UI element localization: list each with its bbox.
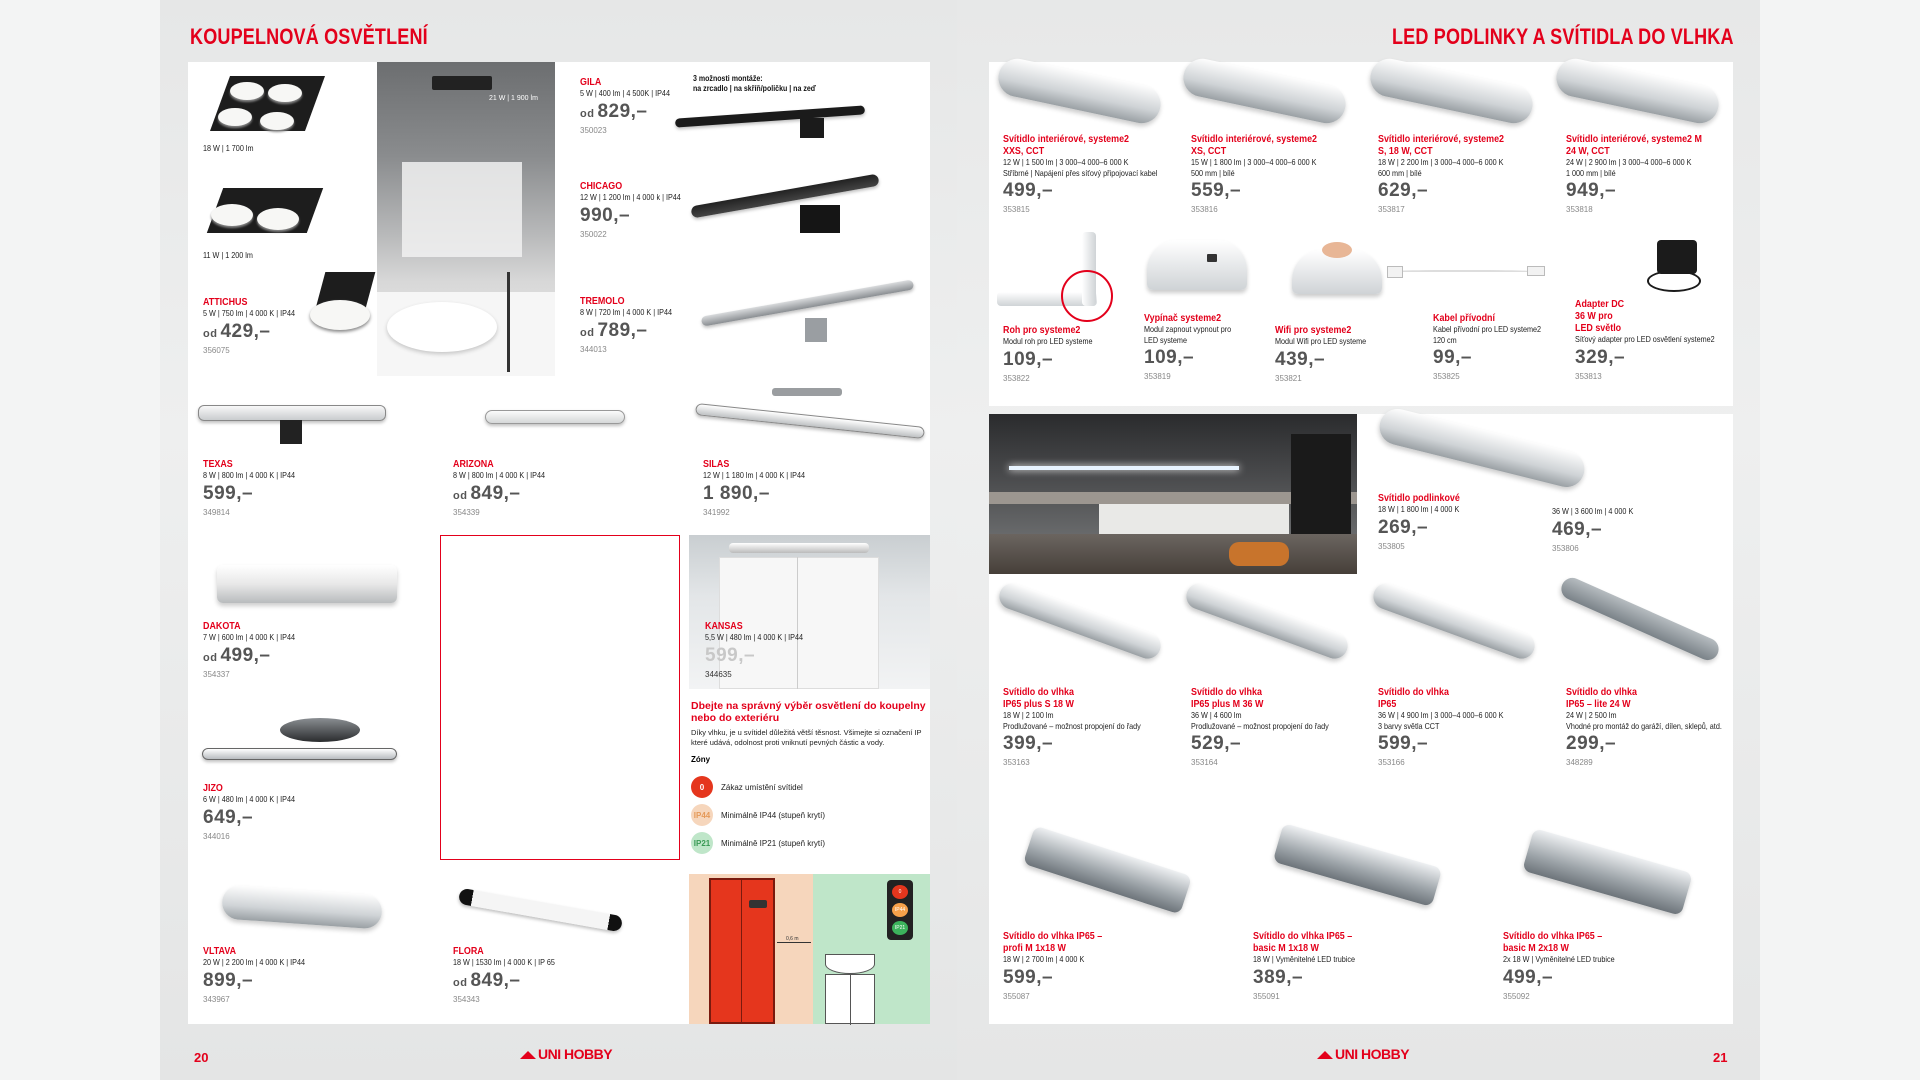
- product-price: 499,–: [1503, 966, 1554, 988]
- ceiling-lamp-4: [210, 70, 320, 140]
- product-spec: 2x 18 W | Vyměnitelné LED trubice: [1503, 954, 1615, 964]
- product-code: 353163: [1003, 758, 1030, 767]
- traffic-light-red: 0: [892, 885, 908, 899]
- zones-title: Zóny: [691, 755, 711, 764]
- product-spec: 5,5 W | 480 lm | 4 000 K | IP44: [705, 632, 804, 642]
- product-systeme-m: [1566, 133, 1726, 214]
- product-vltava: [203, 945, 323, 1004]
- zone-badge: IP44: [691, 804, 713, 826]
- product-price: 299,–: [1566, 733, 1617, 754]
- photo-label: 21 W | 1 900 lm: [489, 95, 538, 102]
- product-price: 389,–: [1253, 966, 1304, 988]
- product-name: VLTAVA: [203, 945, 237, 957]
- product-code: 344635: [705, 669, 732, 679]
- product-tremolo: [580, 295, 688, 354]
- product-jizo: [203, 782, 311, 841]
- zone-ip44: [691, 804, 825, 826]
- product-code: 353806: [1552, 543, 1579, 553]
- product-spec: Prodlužované – možnost propojení do řady: [1191, 720, 1329, 731]
- product-name: Svítidlo do vlhka IP65 plus M 36 W: [1191, 686, 1264, 710]
- product-chicago: [580, 180, 699, 239]
- product-spec: 1 000 mm | bílé: [1566, 167, 1616, 178]
- product-price: 849,–: [470, 482, 521, 504]
- product-price: 599,–: [1003, 966, 1054, 988]
- product-code: 341992: [703, 507, 730, 517]
- product-code: 353164: [1191, 758, 1218, 767]
- product-spec: 5 W | 400 lm | 4 500K | IP44: [580, 88, 670, 98]
- product-attichus: [203, 296, 311, 355]
- product-price: 629,–: [1378, 180, 1429, 201]
- product-vlhka-profi: [1003, 930, 1133, 1001]
- zone-badge: 0: [691, 776, 713, 798]
- product-vlhka-basic-2: [1503, 930, 1634, 1001]
- product-name: CHICAGO: [580, 180, 623, 192]
- product-code: 350023: [580, 125, 607, 135]
- zone-label: Minimálně IP21 (stupeň krytí): [721, 838, 826, 848]
- logo-roof-icon: [520, 1051, 536, 1059]
- product-spec: 3 barvy světla CCT: [1378, 720, 1440, 731]
- product-name: Svítidlo interiérové, systeme2 M 24 W, CCT: [1566, 133, 1702, 157]
- ip-info-heading: Dbejte na správný výběr osvětlení do koupelny nebo do exteriéru: [691, 700, 926, 724]
- arizona-lamp: [485, 410, 625, 424]
- product-spec: 36 W | 3 600 lm | 4 000 K: [1552, 506, 1634, 516]
- bathroom-photo: [377, 62, 555, 376]
- product-name: Svítidlo do vlhka IP65 – basic M 2x18 W: [1503, 930, 1603, 954]
- product-spec: 18 W | Vyměnitelné LED trubice: [1253, 954, 1356, 964]
- product-price: 559,–: [1191, 180, 1242, 201]
- dakota-lamp: [217, 565, 397, 603]
- product-code: 344013: [580, 344, 607, 354]
- product-spec: 8 W | 720 lm | 4 000 K | IP44: [580, 307, 672, 317]
- corner-module-image: [997, 232, 1107, 312]
- product-code: 343967: [203, 994, 230, 1004]
- product-name: Vypínač systeme2: [1144, 312, 1222, 324]
- product-price: 599,–: [203, 482, 254, 504]
- product-price: 109,–: [1003, 348, 1054, 370]
- product-code: 354337: [203, 669, 230, 679]
- product-code: 353805: [1378, 541, 1405, 551]
- product-arizona: [453, 458, 561, 517]
- product-spec: Modul roh pro LED systeme: [1003, 336, 1093, 346]
- product-code: 353821: [1275, 373, 1302, 383]
- product-name: Svítidlo do vlhka IP65 plus S 18 W: [1003, 686, 1074, 710]
- switch-module-image: [1147, 240, 1247, 290]
- left-page: [160, 0, 957, 1080]
- product-code: 355092: [1503, 991, 1530, 1001]
- ip-info-text: Díky vlhku, je u svítidel důležitá větší těsnost. Všimejte si označení IP které udává, odolnost proti vniknutí pevných částic a vody.: [691, 728, 922, 747]
- product-code: 355087: [1003, 991, 1030, 1001]
- product-spec: 18 W | 1 800 lm | 4 000 K: [1378, 504, 1460, 514]
- product-spec: 120 cm: [1433, 334, 1457, 345]
- product-code: 353813: [1575, 371, 1602, 381]
- product-spec: 12 W | 1 500 lm | 3 000–4 000–6 000 K: [1003, 157, 1129, 167]
- product-spec: 6 W | 480 lm | 4 000 K | IP44: [203, 794, 295, 804]
- product-kansas: [705, 620, 820, 679]
- price-prefix: od: [580, 326, 595, 339]
- product-code: 353818: [1566, 205, 1593, 214]
- product-name: DAKOTA: [203, 620, 241, 632]
- product-spec: 5 W | 750 lm | 4 000 K | IP44: [203, 308, 295, 318]
- attichus-lamp: [310, 272, 375, 342]
- left-page-number: 20: [194, 1050, 209, 1065]
- gila-bracket: [800, 118, 824, 138]
- product-spec: 18 W | 1530 lm | 4 000 K | IP 65: [453, 957, 555, 967]
- product-name: Svítidlo interiérové, systeme2 XXS, CCT: [1003, 133, 1129, 157]
- product-spec: Stříbrné | Napájení přes síťový připojovací kabel: [1003, 167, 1158, 178]
- product-spec: 18 W | 2 100 lm: [1003, 710, 1054, 720]
- tremolo-bracket: [805, 318, 827, 342]
- product-price: 789,–: [597, 319, 648, 341]
- product-name: Svítidlo do vlhka IP65 – basic M 1x18 W: [1253, 930, 1353, 954]
- product-price: 469,–: [1552, 518, 1603, 540]
- product-name: ATTICHUS: [203, 296, 248, 308]
- zone-ip21: [691, 832, 825, 854]
- product-name: TREMOLO: [580, 295, 625, 307]
- product-name: JIZO: [203, 782, 223, 794]
- texas-lamp: [198, 405, 386, 421]
- price-prefix: od: [453, 489, 468, 502]
- product-name: Svítidlo interiérové, systeme2 S, 18 W, CCT: [1378, 133, 1504, 157]
- price-prefix: od: [580, 107, 595, 120]
- product-name: Roh pro systeme2: [1003, 324, 1081, 336]
- product-spec: Síťový adapter pro LED osvětlení systeme2: [1575, 334, 1715, 344]
- product-name: Adapter DC 36 W pro LED světlo: [1575, 298, 1625, 334]
- product-code: 349814: [203, 507, 230, 517]
- product-switch: [1144, 312, 1264, 381]
- product-spec: Modul zapnout vypnout pro LED systeme: [1144, 324, 1232, 345]
- product-silas: [703, 458, 823, 517]
- product-price: 599,–: [705, 644, 756, 666]
- gila-note-title: 3 možnosti montáže:: [693, 74, 763, 83]
- product-spec: 24 W | 2 500 lm: [1566, 710, 1617, 720]
- product-price: 269,–: [1378, 516, 1429, 538]
- price-prefix: od: [203, 651, 218, 664]
- product-price: 329,–: [1575, 346, 1626, 368]
- product-spec: 20 W | 2 200 lm | 4 000 K | IP44: [203, 957, 306, 967]
- product-price: 99,–: [1433, 347, 1472, 368]
- right-page-number: 21: [1713, 1050, 1728, 1065]
- product-name: Svítidlo do vlhka IP65: [1378, 686, 1449, 710]
- kitchen-photo: [989, 414, 1357, 574]
- product-price: 899,–: [203, 969, 254, 991]
- product-price: 399,–: [1003, 733, 1054, 754]
- product-price: 649,–: [203, 806, 254, 828]
- logo-text: UNI HOBBY: [1335, 1046, 1410, 1062]
- product-spec: 12 W | 1 200 lm | 4 000 k | IP44: [580, 192, 681, 202]
- zone-0: [691, 776, 803, 798]
- product-spec: Vhodné pro montáž do garáží, dílen, sklepů, atd.: [1566, 720, 1722, 731]
- product-name: TEXAS: [203, 458, 233, 470]
- product-name: Kabel přívodní: [1433, 312, 1495, 324]
- traffic-light-green: IP21: [892, 921, 908, 935]
- adapter-image: [1647, 240, 1707, 300]
- price-prefix: od: [453, 976, 468, 989]
- product-spec: 24 W | 2 900 lm | 3 000–4 000–6 000 K: [1566, 157, 1692, 167]
- zone-diagram: [689, 874, 930, 1024]
- gila-note-text: na zrcadlo | na skříň/poličku | na zeď: [693, 84, 816, 93]
- product-spec: Prodlužované – možnost propojení do řady: [1003, 720, 1141, 731]
- product-systeme-xxs: [1003, 133, 1185, 214]
- zone-label: Minimálně IP44 (stupeň krytí): [721, 810, 826, 820]
- product-code: 348289: [1566, 758, 1593, 767]
- product-name: Svítidlo do vlhka IP65 – lite 24 W: [1566, 686, 1637, 710]
- product-code: 353815: [1003, 205, 1030, 214]
- product-name: SILAS: [703, 458, 730, 470]
- product-price: 109,–: [1144, 347, 1195, 368]
- product-price: 499,–: [1003, 180, 1054, 201]
- product-name: Svítidlo podlinkové: [1378, 492, 1460, 504]
- product-spec: 36 W | 4 900 lm | 3 000–4 000–6 000 K: [1378, 710, 1504, 720]
- left-logo: [520, 1046, 612, 1062]
- product-vlhka-lite: [1566, 686, 1749, 767]
- ceiling-lamp-2: [205, 182, 325, 252]
- product-spec: 18 W | 2 200 lm | 3 000–4 000–6 000 K: [1378, 157, 1504, 167]
- product-price: 829,–: [597, 100, 648, 122]
- product-price: 849,–: [470, 969, 521, 991]
- product-vlhka-m: [1191, 686, 1353, 767]
- right-page-title: LED PODLINKY A SVÍTIDLA DO VLHKA: [1392, 24, 1734, 49]
- product-price: 990,–: [580, 204, 631, 226]
- product-price: 499,–: [220, 644, 271, 666]
- product-podlinky: [1378, 492, 1474, 551]
- cable-image: [1387, 258, 1547, 288]
- right-page: [957, 0, 1760, 1080]
- product-spec: 12 W | 1 180 lm | 4 000 K | IP44: [703, 470, 806, 480]
- product-name: ARIZONA: [453, 458, 494, 470]
- traffic-light-orange: IP44: [892, 903, 908, 917]
- product-systeme-xs: [1191, 133, 1351, 214]
- lamp-label-11w: 11 W | 1 200 lm: [203, 250, 253, 260]
- product-code: 356075: [203, 345, 230, 355]
- product-cable: [1433, 312, 1560, 381]
- product-code: 353819: [1144, 372, 1171, 381]
- product-name: FLORA: [453, 945, 484, 957]
- product-spec: 500 mm | bílé: [1191, 167, 1235, 178]
- product-spec: 15 W | 1 800 lm | 3 000–4 000–6 000 K: [1191, 157, 1317, 167]
- product-vlhka-ip65: [1378, 686, 1526, 767]
- zone-badge: IP21: [691, 832, 713, 854]
- zone-label: Zákaz umístění svítidel: [721, 782, 803, 792]
- product-name: Wifi pro systeme2: [1275, 324, 1352, 336]
- product-name: Svítidlo interiérové, systeme2 XS, CCT: [1191, 133, 1317, 157]
- product-code: 354339: [453, 507, 480, 517]
- product-podlinky-36w: [1552, 506, 1648, 553]
- product-price: 439,–: [1275, 348, 1326, 370]
- product-name: GILA: [580, 76, 602, 88]
- wifi-module-image: [1292, 250, 1382, 294]
- product-price: 599,–: [1378, 733, 1429, 754]
- product-code: 344016: [203, 831, 230, 841]
- right-logo: [1317, 1046, 1409, 1062]
- chicago-bracket: [800, 205, 840, 233]
- logo-text: UNI HOBBY: [538, 1046, 613, 1062]
- product-code: 350022: [580, 229, 607, 239]
- product-wifi: [1275, 324, 1382, 383]
- product-gila: [580, 76, 686, 135]
- product-spec: 7 W | 600 lm | 4 000 K | IP44: [203, 632, 295, 642]
- jizo-arm: [280, 718, 360, 742]
- product-code: 353166: [1378, 758, 1405, 767]
- product-spec: 8 W | 800 lm | 4 000 K | IP44: [203, 470, 295, 480]
- product-spec: 36 W | 4 600 lm: [1191, 710, 1242, 720]
- product-code: 353825: [1433, 372, 1460, 381]
- product-adapter: [1575, 298, 1739, 381]
- product-vlhka-s: [1003, 686, 1165, 767]
- product-corner: [1003, 324, 1108, 383]
- logo-roof-icon: [1317, 1051, 1333, 1059]
- product-texas: [203, 458, 311, 517]
- left-page-title: KOUPELNOVÁ OSVĚTLENÍ: [190, 24, 428, 49]
- product-vlhka-basic-1: [1253, 930, 1383, 1001]
- dimension-label: 0,6 m: [786, 936, 799, 942]
- product-name: KANSAS: [705, 620, 743, 632]
- texas-bracket: [280, 420, 302, 444]
- jizo-lamp: [202, 748, 397, 760]
- product-price: 429,–: [220, 320, 271, 342]
- product-price: 529,–: [1191, 733, 1242, 754]
- product-price: 949,–: [1566, 180, 1617, 201]
- product-price: 1 890,–: [703, 482, 770, 504]
- product-spec: Kabel přívodní pro LED systeme2: [1433, 324, 1542, 334]
- gila-note: [693, 74, 816, 94]
- empty-frame: [440, 535, 680, 860]
- product-flora: [453, 945, 573, 1004]
- product-spec: 600 mm | bílé: [1378, 167, 1422, 178]
- product-systeme-s: [1378, 133, 1538, 214]
- price-prefix: od: [203, 327, 218, 340]
- product-code: 353817: [1378, 205, 1405, 214]
- silas-arm: [772, 388, 842, 396]
- product-spec: 8 W | 800 lm | 4 000 K | IP44: [453, 470, 545, 480]
- product-spec: 18 W | 2 700 lm | 4 000 K: [1003, 954, 1085, 964]
- product-code: 354343: [453, 994, 480, 1004]
- product-dakota: [203, 620, 311, 679]
- lamp-label-18w: 18 W | 1 700 lm: [203, 143, 254, 153]
- product-spec: Modul Wifi pro LED systeme: [1275, 336, 1367, 346]
- product-code: 355091: [1253, 991, 1280, 1001]
- product-name: Svítidlo do vlhka IP65 – profi M 1x18 W: [1003, 930, 1103, 954]
- product-code: 353822: [1003, 373, 1030, 383]
- product-code: 353816: [1191, 205, 1218, 214]
- ip-info: [691, 700, 926, 764]
